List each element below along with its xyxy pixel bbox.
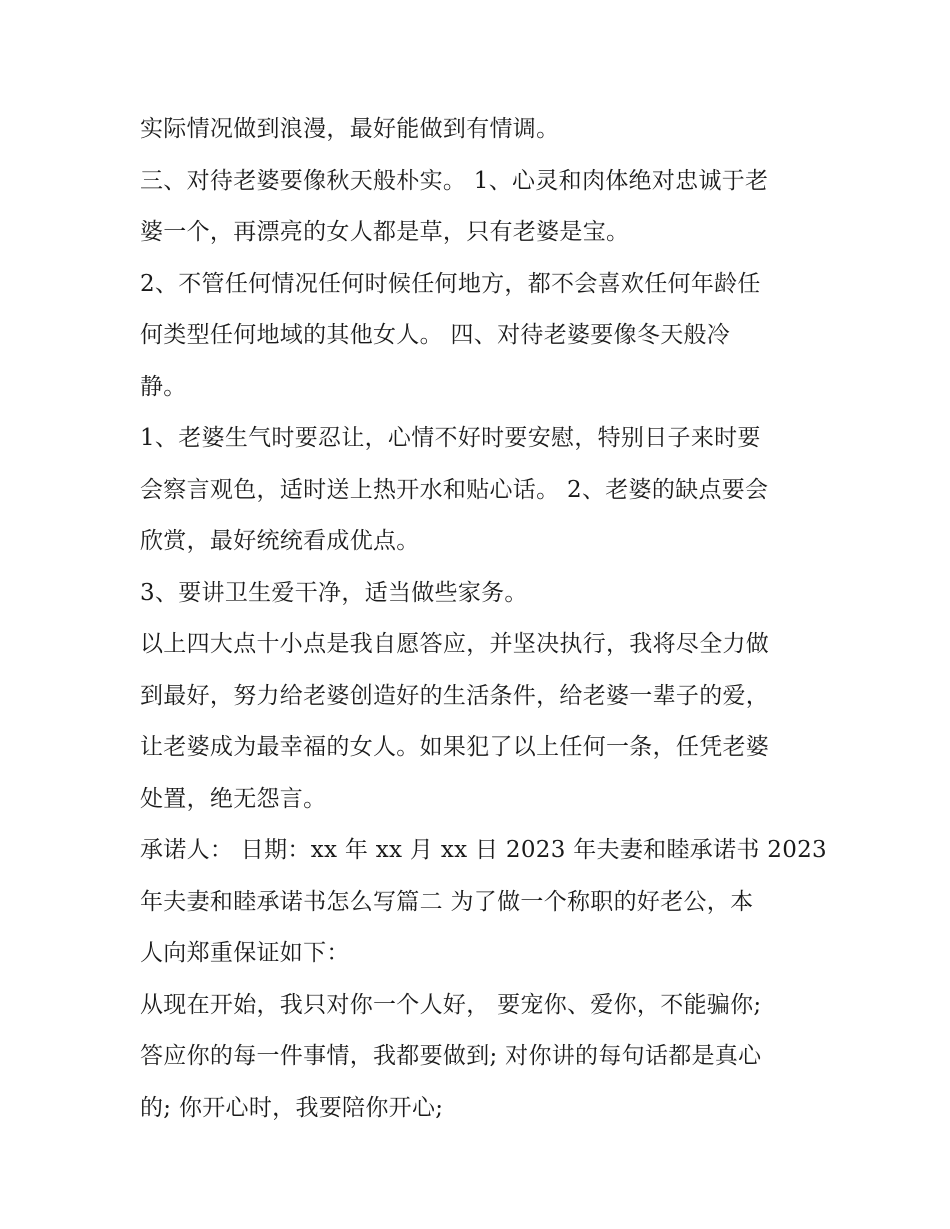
- document-body: [140, 104, 827, 1134]
- text-line: 婆一个，再漂亮的女人都是草，只有老婆是宝。: [140, 219, 630, 245]
- text-line: 何类型任何地域的其他女人。 四、对待老婆要像冬天般冷: [140, 322, 731, 348]
- text-line: 1、老婆生气时要忍让，心情不好时要安慰，特别日子来时要: [140, 425, 761, 451]
- text-line: 实际情况做到浪漫，最好能做到有情调。: [140, 116, 560, 142]
- text-line: 3、要讲卫生爱干净，适当做些家务。: [140, 579, 528, 606]
- text-line: 让老婆成为最幸福的女人。如果犯了以上任何一条，任凭老婆: [140, 734, 770, 760]
- text-line: 以上四大点十小点是我自愿答应，并坚决执行，我将尽全力做: [140, 631, 770, 657]
- text-line: 会察言观色，适时送上热开水和贴心话。 2、老婆的缺点要会: [140, 476, 769, 503]
- text-line: 的; 你开心时，我要陪你开心;: [140, 1094, 444, 1121]
- text-line: 年夫妻和睦承诺书怎么写篇二 为了做一个称职的好老公，本: [140, 888, 754, 915]
- text-line: 三、对待老婆要像秋天般朴实。 1、心灵和肉体绝对忠诚于老: [140, 167, 769, 194]
- text-line: 答应你的每一件事情，我都要做到; 对你讲的每句话都是真心: [140, 1043, 762, 1069]
- text-line: 人向郑重保证如下：: [140, 940, 350, 966]
- text-line: 静。: [140, 373, 187, 400]
- text-line: 从现在开始，我只对你一个人好， 要宠你、爱你，不能骗你;: [140, 991, 762, 1018]
- text-line: 2、不管任何情况任何时候任何地方，都不会喜欢任何年龄任: [140, 270, 761, 297]
- text-line: 处置，绝无怨言。: [140, 785, 327, 812]
- text-line: 到最好，努力给老婆创造好的生活条件，给老婆一辈子的爱，: [140, 682, 770, 709]
- text-line: 欣赏，最好统统看成优点。: [140, 528, 420, 554]
- text-line: 承诺人： 日期：xx 年 xx 月 xx 日 2023 年夫妻和睦承诺书 2023: [140, 837, 827, 863]
